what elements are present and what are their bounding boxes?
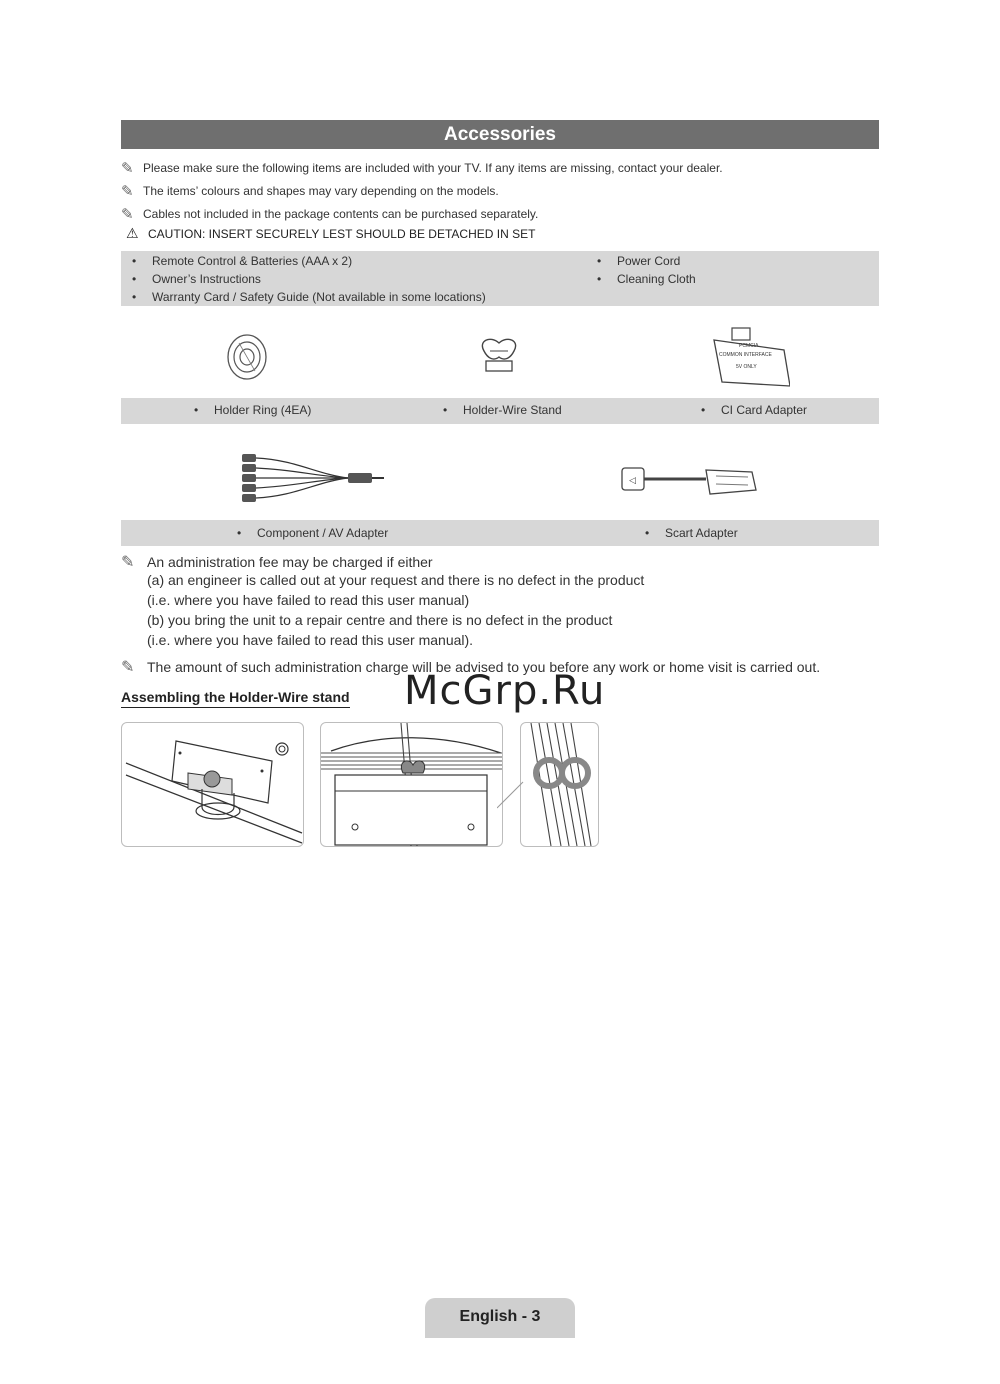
holder-ring-image <box>225 333 270 381</box>
included-items-box <box>121 251 879 306</box>
page-title: Accessories <box>121 120 879 149</box>
scart-adapter-image <box>620 464 760 500</box>
holder-wire-stand-image <box>474 333 524 375</box>
pencil-note-icon: ✎ <box>121 554 135 571</box>
list-item: • CI Card Adapter <box>701 403 808 417</box>
note-2 <box>121 182 499 200</box>
admin-fee-line: (i.e. where you have failed to read this user manual). <box>147 632 474 648</box>
list-item: • Power Cord <box>597 254 681 268</box>
admin-fee-note: ✎ An administration fee may be charged if either <box>121 554 433 571</box>
accessory-row-2 <box>121 520 879 546</box>
pencil-note-icon: ✎ <box>121 206 134 223</box>
list-item: • Holder-Wire Stand <box>443 403 562 417</box>
admin-fee-line: (b) you bring the unit to a repair centre and there is no defect in the product <box>147 612 613 628</box>
admin-fee-line: (i.e. where you have failed to read this user manual) <box>147 592 470 608</box>
list-item: • Remote Control & Batteries (AAA x 2) <box>132 254 353 268</box>
ci-card-adapter-image <box>710 324 790 388</box>
accessory-row-1 <box>121 398 879 424</box>
pencil-note-icon: ✎ <box>121 183 134 200</box>
note-text: Cables not included in the package contents can be purchased separately. <box>143 207 539 221</box>
page-number-tab: English - 3 <box>425 1298 575 1338</box>
ci-card-label-2: COMMON INTERFACE <box>719 352 772 358</box>
list-item: • Warranty Card / Safety Guide (Not available in some locations) <box>132 290 486 304</box>
pencil-note-icon: ✎ <box>121 659 135 676</box>
assembly-figure-2 <box>320 722 503 847</box>
ci-card-label-3: 5V ONLY <box>736 364 757 370</box>
list-item: • Scart Adapter <box>645 526 738 540</box>
caution-text: CAUTION: INSERT SECURELY LEST SHOULD BE DETACHED IN SET <box>148 226 536 241</box>
assembly-figure-1 <box>121 722 304 847</box>
callout-connector <box>497 780 525 810</box>
admin-charge-note: ✎ The amount of such administration charge will be advised to you before any work or home visit is carried out. <box>121 659 821 676</box>
note-text: The items’ colours and shapes may vary depending on the models. <box>143 184 499 198</box>
caution-line <box>126 225 535 242</box>
component-av-adapter-image <box>236 450 386 510</box>
list-item: • Component / AV Adapter <box>237 526 389 540</box>
assembly-figure-3 <box>520 722 599 847</box>
list-item: • Cleaning Cloth <box>597 272 696 286</box>
list-item: • Owner’s Instructions <box>132 272 261 286</box>
assembly-heading: Assembling the Holder-Wire stand <box>121 689 350 708</box>
pencil-note-icon: ✎ <box>121 160 134 177</box>
watermark: McGrp.Ru <box>404 668 606 714</box>
warning-triangle-icon: ⚠ <box>126 225 139 241</box>
list-item: • Holder Ring (4EA) <box>194 403 312 417</box>
note-1 <box>121 159 723 177</box>
admin-fee-line: (a) an engineer is called out at your request and there is no defect in the product <box>147 572 645 588</box>
note-3 <box>121 205 538 223</box>
svg-text:◁: ◁ <box>629 476 636 486</box>
note-text: Please make sure the following items are included with your TV. If any items are missing, contact your dealer. <box>143 161 723 175</box>
ci-card-label-1: PCMCIA <box>739 343 759 349</box>
